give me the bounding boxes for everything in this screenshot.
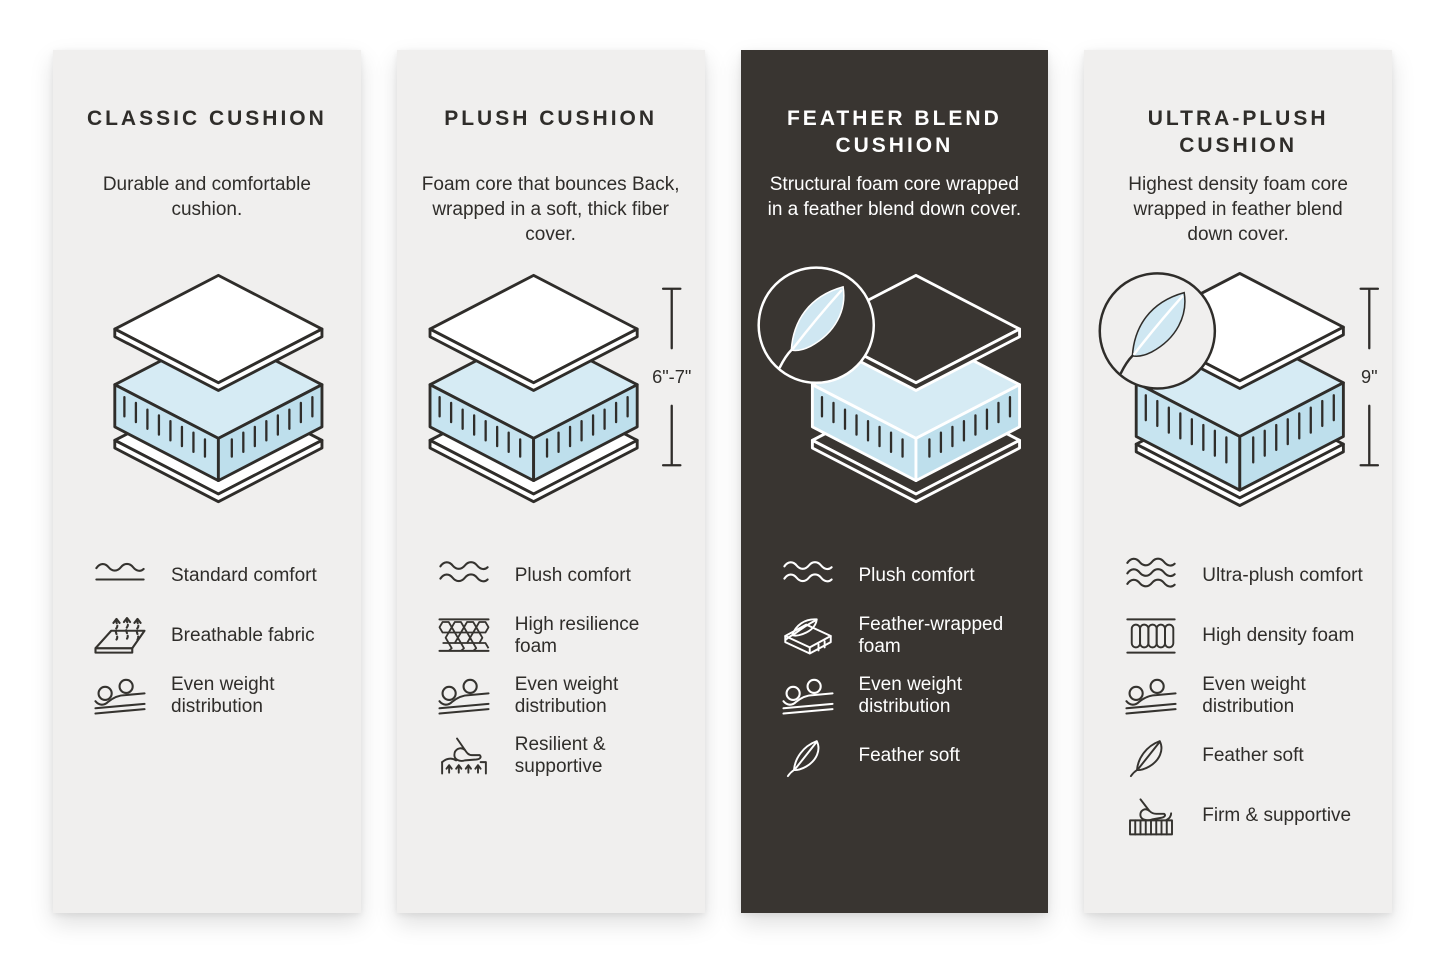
cushion-illustration — [1094, 260, 1382, 507]
feature-label: Ultra-plush comfort — [1202, 564, 1363, 586]
weight-distribution-icon — [779, 673, 837, 719]
feature-label: Feather soft — [858, 744, 960, 766]
weight-distribution-icon — [435, 673, 493, 719]
panel-classic-cushion — [53, 50, 361, 913]
feature-row — [1122, 793, 1368, 839]
feather-icon — [779, 733, 837, 779]
feature-list — [765, 553, 1025, 779]
firm-supportive-icon — [1122, 793, 1180, 839]
feature-row — [1122, 553, 1368, 599]
feather-icon — [1122, 733, 1180, 779]
panel-plush-cushion — [397, 50, 705, 913]
feature-list — [77, 553, 337, 719]
height-dimension-marker — [652, 289, 691, 465]
feature-label: High density foam — [1202, 624, 1355, 646]
feature-row — [91, 553, 337, 599]
feature-label: Plush comfort — [514, 564, 631, 586]
feature-list — [1108, 553, 1368, 839]
weight-distribution-icon — [91, 673, 149, 719]
wave-double-icon — [435, 553, 493, 599]
feature-label: Even weight distribution — [858, 673, 963, 717]
feature-label: Breathable fabric — [171, 624, 315, 646]
cushion-illustration — [63, 260, 351, 507]
panel-title: CLASSIC CUSHION — [86, 107, 327, 130]
feature-label: Feather soft — [1202, 744, 1304, 766]
feature-list — [421, 553, 681, 779]
feature-label: Standard comfort — [171, 564, 317, 586]
feature-row — [779, 613, 1025, 659]
feature-row — [1122, 613, 1368, 659]
layered-cushion-diagram — [407, 260, 695, 509]
feature-label: Feather-wrapped foam — [858, 613, 1004, 657]
layered-cushion-diagram — [63, 260, 351, 509]
height-dimension-label: 9" — [1361, 366, 1378, 387]
panel-title: FEATHER BLEND CUSHION — [786, 107, 1002, 157]
feature-label: Even weight distribution — [514, 673, 619, 717]
feature-label: Firm & supportive — [1202, 804, 1352, 826]
feature-row — [435, 733, 681, 779]
feature-row — [435, 673, 681, 719]
feather-badge — [1100, 273, 1215, 388]
height-dimension-label: 6"-7" — [651, 366, 692, 387]
panel-feather-blend-cushion — [741, 50, 1049, 913]
feature-row — [779, 733, 1025, 779]
breathable-fabric-icon — [91, 613, 149, 659]
wave-double-icon — [779, 553, 837, 599]
weight-distribution-icon — [1122, 673, 1180, 719]
feature-row — [435, 553, 681, 599]
feature-row — [1122, 673, 1368, 719]
resilient-supportive-icon — [435, 733, 493, 779]
feature-row — [91, 613, 337, 659]
density-foam-icon — [1122, 613, 1180, 659]
feather-wrapped-foam-icon — [779, 613, 837, 659]
feature-label: Resilient & supportive — [514, 733, 606, 777]
feature-label: Even weight distribution — [1202, 673, 1306, 717]
feature-row — [779, 673, 1025, 719]
panel-description: Structural foam core wrapped in a feather blend down cover. — [767, 174, 1022, 221]
feature-label: Even weight distribution — [171, 673, 275, 717]
layered-cushion-diagram — [1094, 260, 1382, 509]
panel-ultra-plush-cushion — [1084, 50, 1392, 913]
panel-description: Highest density foam core wrapped in feather blend down cover. — [1128, 174, 1348, 246]
honeycomb-foam-icon — [435, 613, 493, 659]
panel-title: ULTRA-PLUSH CUSHION — [1147, 107, 1329, 157]
height-dimension-marker — [1361, 289, 1378, 465]
panel-description: Durable and comfortable cushion. — [102, 174, 311, 221]
panel-title: PLUSH CUSHION — [444, 107, 658, 130]
feather-badge — [758, 268, 873, 383]
feature-row — [1122, 733, 1368, 779]
wave-single-icon — [91, 553, 149, 599]
panel-description: Foam core that bounces Back, wrapped in a soft, thick fiber cover. — [421, 174, 680, 246]
layered-cushion-diagram — [751, 260, 1039, 509]
feature-row — [91, 673, 337, 719]
feature-label: High resilience foam — [514, 613, 640, 657]
cushion-illustration — [751, 260, 1039, 507]
feature-label: Plush comfort — [858, 564, 975, 586]
feature-row — [779, 553, 1025, 599]
cushion-illustration — [407, 260, 695, 507]
feature-row — [435, 613, 681, 659]
wave-triple-icon — [1122, 553, 1180, 599]
